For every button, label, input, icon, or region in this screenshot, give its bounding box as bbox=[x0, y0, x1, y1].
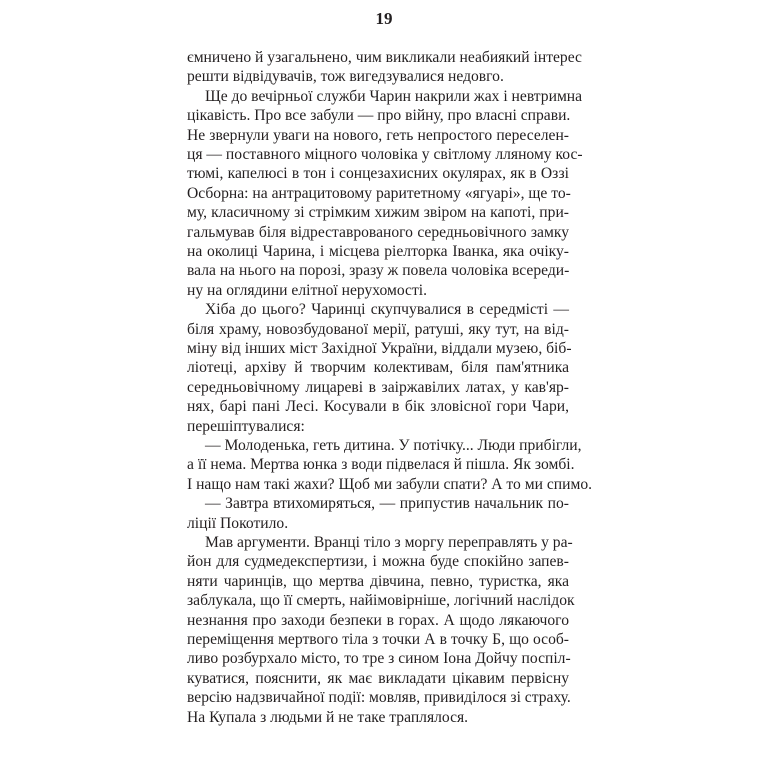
text-line: Осборна: на антрацитовому раритетному «ягуарі», ще то- bbox=[187, 184, 571, 202]
text-line: Ще до вечірньої служби Чарин накрили жах і невтримна bbox=[205, 87, 583, 105]
text-line: ця — поставного міцного чоловіка у світлому лляному кос- bbox=[187, 146, 583, 163]
text-line: заблукала, що її смерть, найімовірніше, логічний наслідок bbox=[187, 592, 575, 610]
text-line: — Молоденька, геть дитина. У потічку... Люди прибігли, bbox=[205, 437, 582, 454]
text-line: міну від інших міст Західної України, віддали музею, біб- bbox=[187, 340, 572, 357]
text-line: ліції Покотило. bbox=[187, 514, 289, 532]
text-line: — Завтра втихомиряться, — припустив начальник по- bbox=[205, 495, 569, 513]
text-line: ліотеці, архіву й творчим колективам, біля пам'ятника bbox=[187, 359, 569, 377]
text-line: му, класичному зі стрімким хижим звіром на капоті, при- bbox=[187, 204, 569, 222]
text-line: версію надзвичайної події: мовляв, привиділося зі страху. bbox=[187, 689, 571, 707]
text-line: вала на нього на порозі, зразу ж повела чоловіка всереди- bbox=[187, 262, 570, 280]
text-line: ємничено й узагальнено, чим викликали неабиякий інтерес bbox=[187, 49, 582, 66]
text-line: гальмував біля відреставрованого середньовічного замку bbox=[187, 223, 569, 241]
text-line: Хіба до цього? Чаринці скупчувалися в середмісті — bbox=[205, 301, 569, 319]
text-line: ливо розбурхало місто, то тре з сином Іона Дойчу поспіл- bbox=[187, 650, 571, 668]
text-line: няти чаринців, що мертва дівчина, певно, туристка, яка bbox=[187, 572, 569, 590]
text-line: на околиці Чарина, і місцева ріелторка Іванка, яка очіку- bbox=[187, 243, 569, 260]
text-line: тюмі, капелюсі в тон і сонцезахисних окулярах, як в Оззі bbox=[187, 165, 569, 183]
text-line: ну на оглядини елітної нерухомості. bbox=[187, 281, 428, 299]
page-number: 19 bbox=[375, 9, 393, 28]
text-line: На Купала з людьми й не таке траплялося. bbox=[187, 708, 469, 726]
text-line: Не звернули уваги на нового, геть непростого переселен- bbox=[187, 126, 569, 144]
text-line: переміщення мертвого тіла з точки А в точку Б, що особ- bbox=[187, 631, 569, 648]
text-line: Мав аргументи. Вранці тіло з моргу переправлять у ра- bbox=[205, 534, 573, 551]
text-line: незнання про заходи безпеки в горах. А щодо лякаючого bbox=[187, 611, 569, 629]
text-line: решти відвідувачів, тож вигедзувалися недовго. bbox=[187, 68, 504, 86]
text-line: йон для судмедекспертизи, і можна буде спокійно запев- bbox=[187, 553, 569, 571]
text-line: куватися, пояснити, як має викладати цікавим первісну bbox=[187, 669, 569, 687]
text-line: цікавість. Про все забули — про війну, про власні справи. bbox=[187, 107, 571, 125]
text-line: І нащо нам такі жахи? Щоб ми забули спати? А то ми спимо. bbox=[187, 475, 593, 493]
text-line: біля храму, новозбудованої мерії, ратуші, яку тут, на від- bbox=[187, 320, 569, 338]
text-line: середньовічному лицареві в заіржавілих латах, у кав'яр- bbox=[187, 378, 569, 396]
text-line: нях, барі пані Лесі. Косували в бік зловісної гори Чари, bbox=[187, 398, 569, 416]
text-line: перешіптувалися: bbox=[187, 417, 305, 435]
text-line: а її нема. Мертва юнка з води підвелася й пішла. Як зомбі. bbox=[187, 456, 575, 474]
